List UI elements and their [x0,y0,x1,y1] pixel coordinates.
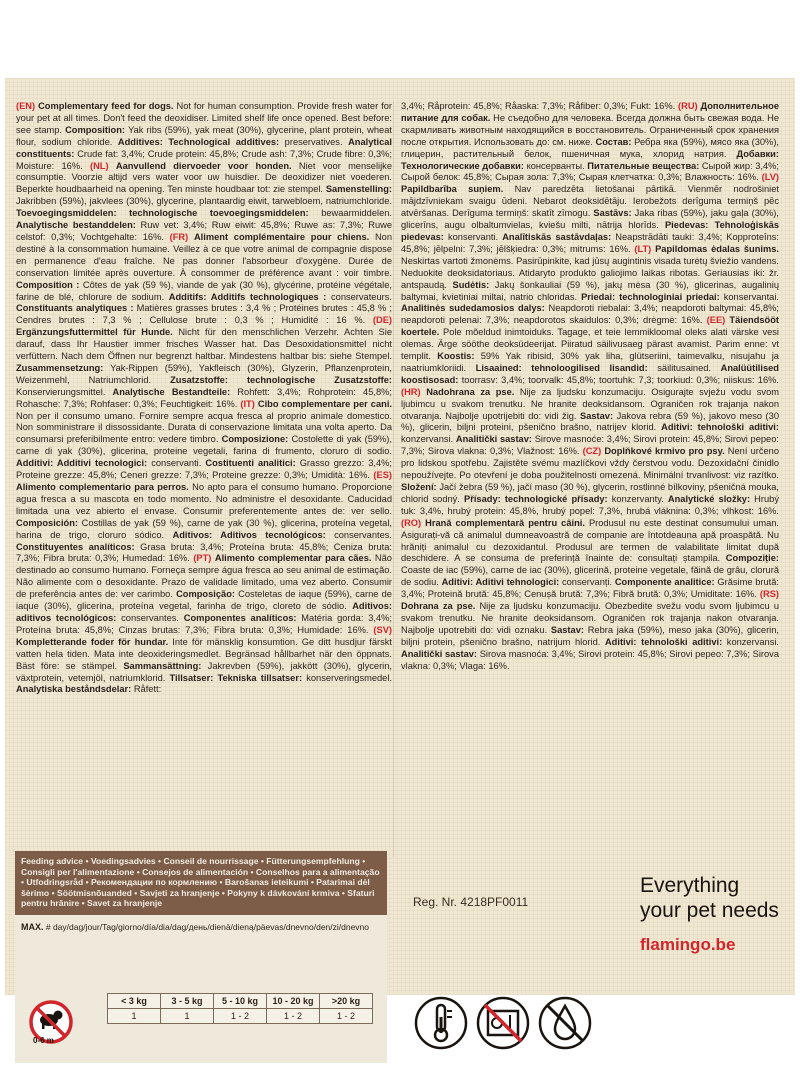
left-text: Yak-Rippen (59%), Yakfleisch (30%), Glyzerin, Pflanzenprotein, Weizenmehl, Natriumchlorid. [16,362,392,385]
right-field-label: Aditivi: Aditivi tehnologici: [441,577,562,588]
right-field-label: Aditivi: tehnološki aditivi: [604,636,727,647]
left-text: Inte för mänsklig konsumtion. Ge ditt husdjur färskt vatten hela tiden. Mata inte deoxideringsmedlet. Begränsad hållbarhet när den öppnats. Bäst före: se stämpel. [16,636,392,671]
right-text: Coaste de iac (59%), carne de iac (30%), glicerină, proteine vegetale, făină de grâu, clorură de sodiu. [401,565,779,588]
left-text: Costillas de yak (59 %), carne de yak (30 %), glicerina, proteína vegetal, harina de trigo, cloruro sódico. [16,517,392,540]
right-text: Sirova masnoća: 3,4%; Sirovi protein: 45,8%; Sirovi pepeo: 7,3%; Sirova vlakna: 0,3%; Vlaga: 16%. [401,648,779,671]
amount-cell: 1 [161,1009,214,1024]
right-field-label: Sastāvs: [593,208,635,219]
right-text: Hrubý tuk: 3,4%, hrubý protein: 45,8%, hrubý popel: 7,3%, hrubá vláknina: 0,3%; vlhkost: 16%. [401,493,779,516]
right-text: Produsul nu este destinat consumului uman. Asigurați-vă că animalul dumneavoastră de companie are întotdeauna apă proaspătă. Nu hrăniți animalul cu dezoxidantul. Produsul are termen de valabilitate limitat după deschidere. A se consuma de preferință înainte de: consultați ștampila. [401,517,779,564]
right-lang-code: (RS) [759,589,779,600]
left-text: Crude fat: 3,4%; Crude protein: 45,8%; Crude ash: 7,3%; Crude fibre: 0,3%; Moisture: 16%. [16,148,392,171]
right-section-title: Doplňkové krmivo pro psy. [604,446,725,457]
left-field-label: Aditivos: Aditivos tecnológicos: [172,529,335,540]
left-lang-code: (FR) [169,231,189,242]
left-text: Rohfett: 3,4%; Rohprotein: 45,8%; Rohasche: 7,3%; Rohfaser: 0,3%; Feuchtigkeit: 16%. [16,386,392,409]
left-text: Costeletas de iaque (59%), carne de iaque (30%), glicerina, proteína vegetal, farinha de trigo, cloreto de sódio. [16,589,392,612]
temperature-icon [413,995,469,1051]
weight-cell: >20 kg [320,994,373,1009]
left-text: Non destiné à la consommation humaine. Veillez à ce que votre animal de compagnie dispose en permanence d'eau fraîche. Ne pas donner l'absorbeur d'oxygène. Durée de conservation limitée après ouverture. À consommer de préférence avant : voir timbre. [16,231,392,278]
right-field-label: Sastav: [550,624,588,635]
left-text: Matéria gorda: 3,4%; Proteína bruta: 45,8%; Cinzas brutas: 7,3%; Fibra bruta: 0,3%; Humidade: 16%. [16,612,392,635]
feeding-advice-box [15,851,387,1063]
right-lang-code: (LV) [761,172,779,183]
right-field-label: Přísady: technologické přísady: [464,493,612,504]
left-text: Côtes de yak (59 %), viande de yak (30 %), glycérine, protéine végétale, farine de blé, chlorure de sodium. [16,279,392,302]
column-divider [393,101,394,857]
right-text: Jakova rebra (59 %), jakovo meso (30 %), glicerin, biljni proteini, pšenično brašno, natrijev klorid. [401,410,779,433]
registration-number: Reg. Nr. 4218PF0011 [413,895,529,909]
right-text: Sirove masnoće: 3,4%; Sirovi protein: 45,8%; Sirovi pepeo: 7,3%; Sirova vlakna: 0,3%; Vlažnost: 16%. [401,434,779,457]
right-field-label: Priedai: technologiniai priedai: [581,291,724,302]
no-puppies-icon [27,998,75,1046]
left-section-title: Alimento complementario para perros. [16,482,189,492]
right-section-title: Дополнительное питание для собак. [401,101,779,123]
max-per-day-line [15,915,387,936]
left-field-label: Aditivos: aditivos tecnológicos: [16,601,392,623]
right-section-title: Papildomas ėdalas šunims. [655,243,779,254]
right-field-label: Analītiskās sastāvdaļas: [502,231,616,242]
right-text: konzervansi. [401,434,456,445]
right-field-label: Analitički sastav: [455,434,535,445]
right-text: conservanți. [561,577,615,588]
left-section-title: Aanvullend diervoeder voor honden. [115,160,292,171]
right-field-label: Питательные вещества: [587,160,702,171]
right-field-label: Piedevas: Tehnoloģiskās piedevas: [401,220,779,242]
left-field-label: Analytical constituents: [16,136,393,159]
left-field-label: Costituenti analitici: [205,458,300,469]
left-field-label: Constituyentes analíticos: [16,541,141,552]
right-text: Neskirtas vartoti žmonėms. Pasirūpinkite, kad jūsų augintinis visada turėtų šviežio vandens. Neduokite deoksidatoriaus. Atidaryto produkto galiojimo laikas ribotas. Geriausias iki: žr. antspaudą. [401,255,779,290]
right-lang-code: (HR) [401,386,421,397]
amount-cell: 1 - 2 [214,1009,267,1024]
left-field-label: Constituants analytiques : [16,303,137,314]
right-text: 59% Yak ribisid, 30% yak liha, glütseriini, taimevalku, nisujahu ja naatriumkloriidi. [401,351,779,373]
left-text: Jakribben (59%), jakvlees (30%), glycerine, plantaardig eiwit, tarwebloem, natriumchloride. [16,196,392,207]
right-field-label: Analytické složky: [667,493,755,504]
left-text: Not for human consumption. Provide fresh water for your pet at all times. Don't feed the deoxidiser. Limited shelf life once opened. Best before: see stamp. [16,101,392,135]
left-field-label: Additives: Technological additives: [117,136,285,147]
left-field-label: Zusammensetzung: [16,362,111,373]
left-field-label: Composição: [176,589,239,600]
right-text: 3,4%; Råprotein: 45,8%; Råaska: 7,3%; Råfiber: 0,3%; Fukt: 16%. [401,101,679,111]
left-section-title: Complementary feed for dogs. [38,101,174,111]
left-text: conservanti. [151,458,206,469]
right-field-label: Analüütilised koostisosad: [401,362,779,385]
right-field-label: Compoziție: [725,553,779,564]
left-text: bewaarmiddelen. [321,208,392,219]
left-text: Jakrevben (59%), jakkött (30%), glycerin, växtprotein, vetemjöl, natriumklorid. [16,660,393,683]
left-field-label: Composition: [65,124,129,135]
left-field-label: Componentes analíticos: [183,612,302,623]
amount-cell: 1 - 2 [267,1009,320,1024]
amount-row [108,1009,373,1024]
weight-cell: 10 - 20 kg [267,994,320,1009]
feeding-table [107,993,373,1024]
left-section-title: Cibo complementare per cani. [257,398,392,409]
right-field-label: Sastav: [580,410,617,421]
right-text: Сырой жир: 3,4%; Сырой белок: 45,8%; Сырая зола: 7,3%; Сырая клетчатка: 0,3%; Влажность: 16%. [401,160,779,183]
left-lang-code: (IT) [240,398,255,409]
left-section-title: Ergänzungsfuttermittel für Hunde. [16,327,173,338]
right-field-label: Složení: [401,482,440,492]
left-text: Råfett: [133,684,162,695]
left-field-label: Tillsatser: Tekniska tillsatser: [169,672,307,683]
product-label [5,78,795,1045]
left-section-title: Alimento complementar para cães. [214,553,372,564]
right-field-label: Sudėtis: [452,279,495,290]
feeding-advice-header: Feeding advice • Voedingsadvies • Conseil de nourrissage • Fütterungsempfehlung • Consigli per l'alimentazione • Consejos de alimentación • Conselhos para a alimentação • Utfodringsråd • Рекомендации по кормлению • Barošanas ieteikumi • Patarimai dėl šėrimo • Söötmisnõuanded • Savjeti za hranjenje • Pokyny k dávkování krmiva • Sfaturi pentru hrănire • Savet za hranjenje [15,851,387,915]
right-section-title: Dohrana za pse. [401,601,476,612]
left-text: Yak ribs (59%), yak meat (30%), glycerine, plant protein, wheat flour, sodium chloride. [16,124,392,147]
no-water-icon [537,995,593,1051]
left-text: Nicht für den menschlichen Verzehr. Achten Sie darauf, dass Ihr Haustier immer frisches Wasser hat. Das Desoxidationsmittel nicht verfüttern. Nach dem Öffnen nur begrenzt haltbar. Mindestens haltbar bis: siehe Stempel. [16,327,392,362]
left-lang-code: (EN) [16,101,36,111]
right-field-label: Componente analitice: [614,577,718,588]
right-text: toorrasv: 3,4%; toorvalk: 45,8%; toortuhk: 7,3; toorkiud: 0,3%; niiskus: 16%. [461,374,779,385]
left-text: Matières grasses brutes : 3,4 % ; Protéines brutes : 45,8 % ; Cendres brutes : 7,3 % ; Cellulose brute : 0,3 % ; Humidité : 16 %. [16,303,392,326]
left-field-label: Additifs: Additifs technologiques : [168,291,331,302]
right-text: Pole mõeldud inimtoiduks. Tagage, et teie lemmikloomal oleks alati värske vesi olemas. Ärge sööthe deoksüdeerijat. Piiratud säilivusaeg pärast avamist. Parim enne: vt templit. [401,327,779,362]
right-lang-code: (RO) [401,517,422,528]
right-text: Jakų šonkauliai (59 %), jakų mėsa (30 %), glicerinas, augalinių baltymai, kvietiniai miltai, natrio chloridas. [401,279,780,302]
left-text: Niet voor menselijke consumptie. Voorzie altijd vers water voor uw huisdier. De deoxidizer niet voederen. Beperkte houdbaarheid na opening. Ten minste houdbaar tot: zie stempel. [16,160,392,195]
right-section-title: Papildbarība suņiem. [401,184,504,195]
left-text: konserveringsmedel. [306,672,392,683]
right-text: Nav paredzēta lietošanai pārtikā. Vienmēr nodrošiniet mājdzīvniekam svaigu ūdeni. Nebarot deoksidētāju. Ierobežots derīguma termiņš pēc atvēršanas. Derīguma termiņš: skatīt zīmogu. [401,184,779,219]
left-text: Ruw vet: 3,4%; Ruw eiwit: 45,8%; Ruwe as: 7,3%; Ruwe celstof: 0,3%; Vochtgehalte: 16%. [16,220,392,242]
per-day-text: # day/dag/jour/Tag/giorno/día/dia/dag/день/dienā/dieną/päevas/dnevno/den/zi/dnevno [43,921,370,932]
left-text: Costolette di yak (59%), carne di yak (30%), glicerina, proteine vegetali, farina di frumento, cloruro di sodio. [16,434,392,457]
right-section-title: Hrană complementară pentru câini. [425,517,585,528]
left-lang-code: (NL) [89,160,109,171]
weight-cell: 5 - 10 kg [214,994,267,1009]
ingredients-column-right [401,101,779,673]
right-text: консерванты. [526,160,588,171]
left-lang-code: (ES) [373,470,392,481]
left-section-title: Aliment complémentaire pour chiens. [193,231,370,242]
left-lang-code: (DE) [372,315,392,326]
left-field-label: Composición: [16,517,82,528]
right-field-label: Состав: [595,136,635,147]
ingredients-column-left [16,101,392,696]
right-text: konzervanty. [611,493,668,504]
left-text: Konservierungsmittel. [16,386,113,397]
right-text: Není určeno pro lidskou spotřebu. Zajistěte svému mazlíčkovi vždy čerstvou vodu. Dezoxidační činidlo nepoužívejte. Po otevření je doba použitelnosti omezená. Minimální trvanlivost: viz razítko. [401,446,779,481]
right-lang-code: (EE) [706,315,726,326]
right-section-title: Nadohrana za pse. [426,386,515,397]
right-lang-code: (RU) [678,101,698,111]
right-text: Neapdoroti riebalai: 3,4%; neapdoroti baltymai: 45,8%; neapdoroti pelenai: 7,3%; neapdorotos skaidulos: 0,3%; drėgmė: 16%. [401,303,779,326]
left-field-label: Analytische Bestandteile: [112,386,238,397]
right-lang-code: (LT) [634,243,652,254]
left-section-title: Kompletterande foder för hundar. [16,636,169,647]
right-text: konzervansi. [726,636,779,647]
left-field-label: Composizione: [221,434,292,445]
right-field-label: Analitinės sudedamosios dalys: [401,303,549,314]
left-text: Grasso grezzo: 3,4%; Proteine grezze: 45,8%; Ceneri grezze: 7,3%; Proteine grezze: 0,3%; Umidità: 16%. [16,458,392,481]
left-text: conservantes. [334,529,392,540]
left-field-label: Samenstelling: [325,184,392,195]
right-section-title: Täiendsööt koertele. [401,315,779,338]
right-field-label: Analitički sastav: [401,648,480,659]
right-field-label: Koostis: [437,351,481,362]
right-text: Nije za ljudsku konzumaciju. Obezbedite svežu vodu svom ljubimcu u svakom trenutku. Ne hranite deoksidansom. Ograničen rok trajanja nakon otvaranja. Najbolje upotrebiti do: vidi oznaku. [401,601,779,635]
left-lang-code: (SV) [373,624,392,635]
left-field-label: Additivi: Additivi tecnologici: [16,458,152,469]
right-text: Не съедобно для человека. Всегда должна быть свежая вода. Не скармливать животным находящийся в восстановитель. Ограниченный срок хранения после открытия. Использовать до: см. ниже. [401,112,780,147]
right-text: Ребра яка (59%), мясо яка (30%), глицерин, растительный белок, пшеничная мука, хлорид натрия. [401,136,780,159]
weight-cell: < 3 kg [108,994,161,1009]
amount-cell: 1 - 2 [320,1009,373,1024]
left-text: Non per il consumo umano. Fornire sempre acqua fresca al proprio animale domestico. Non somministrare il dissossidante. Durata di conservazione limitata una volta aperto. Da consumarsi preferibilmente entro: vedere timbro. [16,410,392,445]
left-field-label: Analytische bestanddelen: [16,220,141,231]
left-field-label: Toevoegingsmiddelen: technologische toevoegingsmiddelen: [16,208,322,219]
left-text: No apto para el consumo humano. Proporcione agua fresca a su mascota en todo momento. No administre el desoxidante. Caducidad limitada una vez abierto el envase. Consumir preferentemente antes de: ver sello. [16,482,392,516]
right-text: konservanti. [447,231,503,242]
right-field-label: Lisaained: tehnoloogilised lisandid: [475,362,658,373]
right-text: Jaka ribas (59%), jaku gaļa (30%), glicerīns, augu olbaltumvielas, kviešu milti, nātrija hlorīds. [401,208,779,231]
slogan-line-1: Everything [640,874,740,897]
age-label: 0-6 m [33,1036,54,1045]
left-text: Não destinado ao consumo humano. Forneça sempre água fresca ao seu animal de estimação. Não alimente com o desoxidante. Prazo de validade limitado, uma vez aberto. Consumir de preferência antes de: ver carimbo. [16,553,392,600]
right-text: Neapstrādāti tauki: 3,4%; Kopproteīns: 45,8%; jēlpelni: 7,3%; jēlšķiedra: 0,3%; mitrums: 16%. [401,231,779,254]
left-text: conservantes. [121,612,184,623]
amount-cell: 1 [108,1009,161,1024]
right-text: Grăsime brută: 3,4%; Proteină brută: 45,8%; Cenușă brută: 7,3%; Fibră brută: 0,3%; Umiditate: 16%. [401,577,779,600]
weight-row [108,994,373,1009]
no-microwave-icon [475,995,531,1051]
weight-cell: 3 - 5 kg [161,994,214,1009]
right-text: Rebra jaka (59%), meso jaka (30%), glicerin, biljni protein, pšenično brašno, natrijum hlorid. [401,624,779,647]
right-text: säilitusained. [657,362,721,373]
right-field-label: Добавки: Технологические добавки: [401,148,779,171]
right-text: konservantai. [723,291,779,302]
right-field-label: Aditivi: tehnološki aditivi: [661,422,779,433]
slogan-line-2: your pet needs [640,899,779,922]
left-field-label: Composition : [16,279,83,290]
left-lang-code: (PT) [193,553,212,564]
right-text: Jačí žebra (59 %), jačí maso (30 %), glycerin, rostlinné bílkoviny, pšeničná mouka, chlorid sodný. [401,482,779,504]
left-text: preservatives. [284,136,349,147]
left-field-label: Analytiska beståndsdelar: [16,684,134,695]
max-label: MAX. [21,921,44,932]
right-lang-code: (CZ) [582,446,602,457]
right-text: Nije za ljudsku konzumaciju. Osigurajte svježu vodu svom ljubimcu u svakom trenutku. Ne hranite deoksidansom. Ograničen rok trajanja nakon otvaranja. Najbolje upotrijebiti do: vidi žig. [401,386,779,421]
left-field-label: Sammansättning: [123,660,208,671]
left-text: conservateurs. [331,291,392,302]
left-text: Grasa bruta: 3,4%; Proteína bruta: 45,8%; Ceniza bruta: 7,3%; Fibra bruta: 0,3%; Humedad: 16%. [16,541,392,564]
left-field-label: Zusatzstoffe: technologische Zusatzstoffe: [170,374,392,385]
website-link[interactable]: flamingo.be [640,935,736,954]
